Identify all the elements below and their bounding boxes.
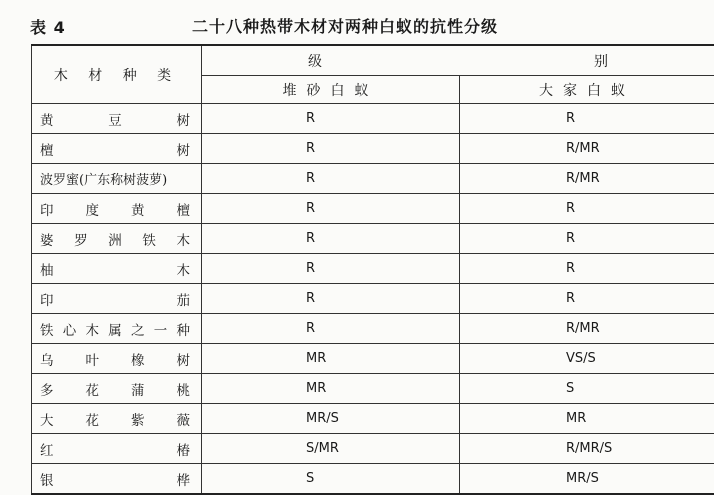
rating-termite-a: S/MR — [202, 434, 460, 464]
rating-termite-b: R — [460, 224, 714, 254]
table-row — [32, 404, 714, 434]
species-name: 乌叶橡树 — [40, 349, 190, 369]
rating-termite-b: R — [460, 104, 714, 134]
rating-termite-b: R — [460, 284, 714, 314]
rating-termite-a: S — [202, 464, 460, 495]
table-row — [32, 284, 714, 314]
species-cell — [32, 134, 202, 164]
rating-termite-b: VS/S — [460, 344, 714, 374]
rating-termite-b: R/MR — [460, 164, 714, 194]
header-grade-label: 级 别 — [308, 51, 608, 71]
species-name: 印度黄檀 — [40, 199, 190, 219]
species-cell — [32, 164, 202, 194]
species-name: 铁心木属之一种 — [40, 319, 190, 339]
resistance-table — [31, 44, 714, 495]
species-name: 印茄 — [40, 289, 190, 309]
rating-termite-a: R — [202, 164, 460, 194]
table-row — [32, 374, 714, 404]
rating-termite-a: R — [202, 104, 460, 134]
rating-termite-b: R/MR/S — [460, 434, 714, 464]
table-row — [32, 104, 714, 134]
table-row — [32, 224, 714, 254]
rating-termite-a: R — [202, 254, 460, 284]
rating-termite-b: R — [460, 194, 714, 224]
species-name: 银桦 — [40, 469, 190, 489]
rating-termite-b: MR — [460, 404, 714, 434]
rating-termite-b: MR/S — [460, 464, 714, 495]
species-cell — [32, 464, 202, 495]
species-cell — [32, 194, 202, 224]
table-title: 二十八种热带木材对两种白蚁的抗性分级 — [192, 14, 552, 37]
table-row — [32, 434, 714, 464]
species-name: 大花紫薇 — [40, 409, 190, 429]
table-row — [32, 314, 714, 344]
species-name: 红椿 — [40, 439, 190, 459]
rating-termite-a: MR — [202, 344, 460, 374]
table-row — [32, 164, 714, 194]
table-row — [32, 254, 714, 284]
species-cell — [32, 284, 202, 314]
table-row — [32, 134, 714, 164]
rating-termite-b: R — [460, 254, 714, 284]
rating-termite-a: R — [202, 224, 460, 254]
species-cell — [32, 224, 202, 254]
species-cell — [32, 434, 202, 464]
table-body — [32, 104, 714, 495]
rating-termite-a: MR/S — [202, 404, 460, 434]
header-termite-a: 堆砂白蚁 — [202, 76, 460, 104]
rating-termite-b: S — [460, 374, 714, 404]
table-label: 表 4 — [30, 15, 66, 38]
header-termite-b: 大家白蚁 — [460, 76, 714, 104]
species-name: 柚木 — [40, 259, 190, 279]
species-cell — [32, 344, 202, 374]
species-name: 波罗蜜(广东称树菠萝) — [40, 169, 200, 188]
species-name: 婆罗洲铁木 — [40, 229, 190, 249]
species-name: 檀树 — [40, 139, 190, 159]
rating-termite-a: R — [202, 134, 460, 164]
species-cell — [32, 254, 202, 284]
rating-termite-a: R — [202, 194, 460, 224]
header-species: 木 材 种 类 — [32, 45, 202, 104]
rating-termite-a: MR — [202, 374, 460, 404]
species-cell — [32, 314, 202, 344]
rating-termite-b: R/MR — [460, 134, 714, 164]
rating-termite-a: R — [202, 284, 460, 314]
species-cell — [32, 104, 202, 134]
species-cell — [32, 404, 202, 434]
header-grade — [202, 45, 714, 76]
rating-termite-a: R — [202, 314, 460, 344]
rating-termite-b: R/MR — [460, 314, 714, 344]
table-row — [32, 344, 714, 374]
table-row — [32, 194, 714, 224]
species-cell — [32, 374, 202, 404]
table-row — [32, 464, 714, 495]
species-name: 黄豆树 — [40, 109, 190, 129]
species-name: 多花蒲桃 — [40, 379, 190, 399]
